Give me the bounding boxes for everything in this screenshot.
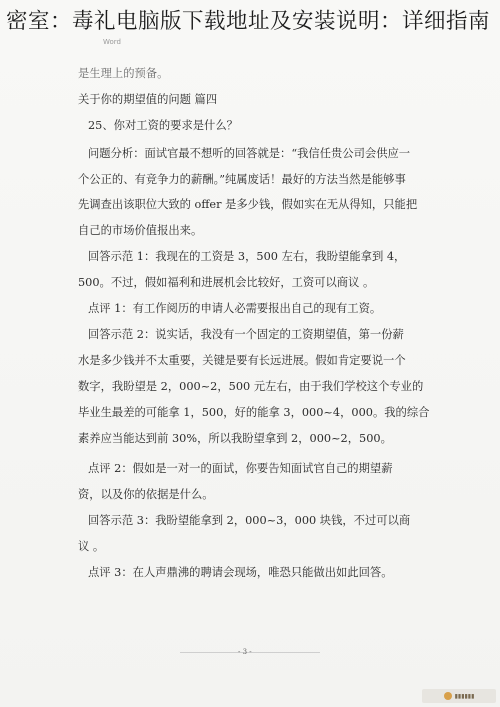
text-line: 回答示范 2：说实话，我没有一个固定的工资期望值，第一份薪: [88, 328, 404, 341]
text-line: 点评 2：假如是一对一的面试，你要告知面试官自己的期望薪: [88, 462, 393, 475]
watermark-text: ▮▮▮▮▮▮: [454, 692, 475, 700]
word-label: Word: [103, 38, 121, 46]
article-headline: 密室：毒礼电脑版下载地址及安装说明：详细指南: [6, 9, 491, 34]
text-line: 点评 1：有工作阅历的申请人必需要报出自己的现有工资。: [88, 302, 382, 315]
corner-watermark: [422, 689, 496, 703]
text-line: 问题分析：面试官最不想听的回答就是：“我信任贵公司会供应一: [88, 147, 411, 160]
text-line: 回答示范 3：我盼望能拿到 2，000~3，000 块钱，不过可以商: [88, 514, 411, 527]
text-line: 回答示范 1：我现在的工资是 3，500 左右，我盼望能拿到 4，: [88, 250, 406, 263]
text-line: 点评 3：在人声鼎沸的聘请会现场，唯恐只能做出如此回答。: [88, 566, 393, 579]
text-line: 素养应当能达到前 30%，所以我盼望拿到 2，000~2，500。: [78, 432, 392, 445]
text-line: 是生理上的预备。: [78, 67, 169, 80]
text-line: 水是多少钱并不太重要，关键是要有长远进展。假如肯定要说一个: [78, 354, 406, 367]
question-heading: 25、你对工资的要求是什么？: [88, 119, 238, 132]
text-line: 自己的市场价值报出来。: [78, 224, 203, 237]
text-line: 先调查出该职位大致的 offer 是多少钱，假如实在无从得知，只能把: [78, 198, 418, 211]
text-line: 资，以及你的依据是什么。: [78, 488, 214, 501]
watermark-logo-icon: [444, 692, 452, 700]
text-line: 个公正的、有竞争力的薪酬。”纯属废话！最好的方法当然是能够事: [78, 173, 406, 186]
text-line: 毕业生最差的可能拿 1，500，好的能拿 3，000~4，000。我的综合: [78, 406, 430, 419]
section-heading: 关于你的期望值的问题 篇四: [78, 93, 218, 106]
text-line: 议 。: [78, 540, 105, 553]
text-line: 500。不过，假如福利和进展机会比较好，工资可以商议 。: [78, 276, 375, 289]
page-number: - 3 -: [238, 648, 252, 656]
text-line: 数字，我盼望是 2，000~2，500 元左右，由于我们学校这个专业的: [78, 380, 424, 393]
